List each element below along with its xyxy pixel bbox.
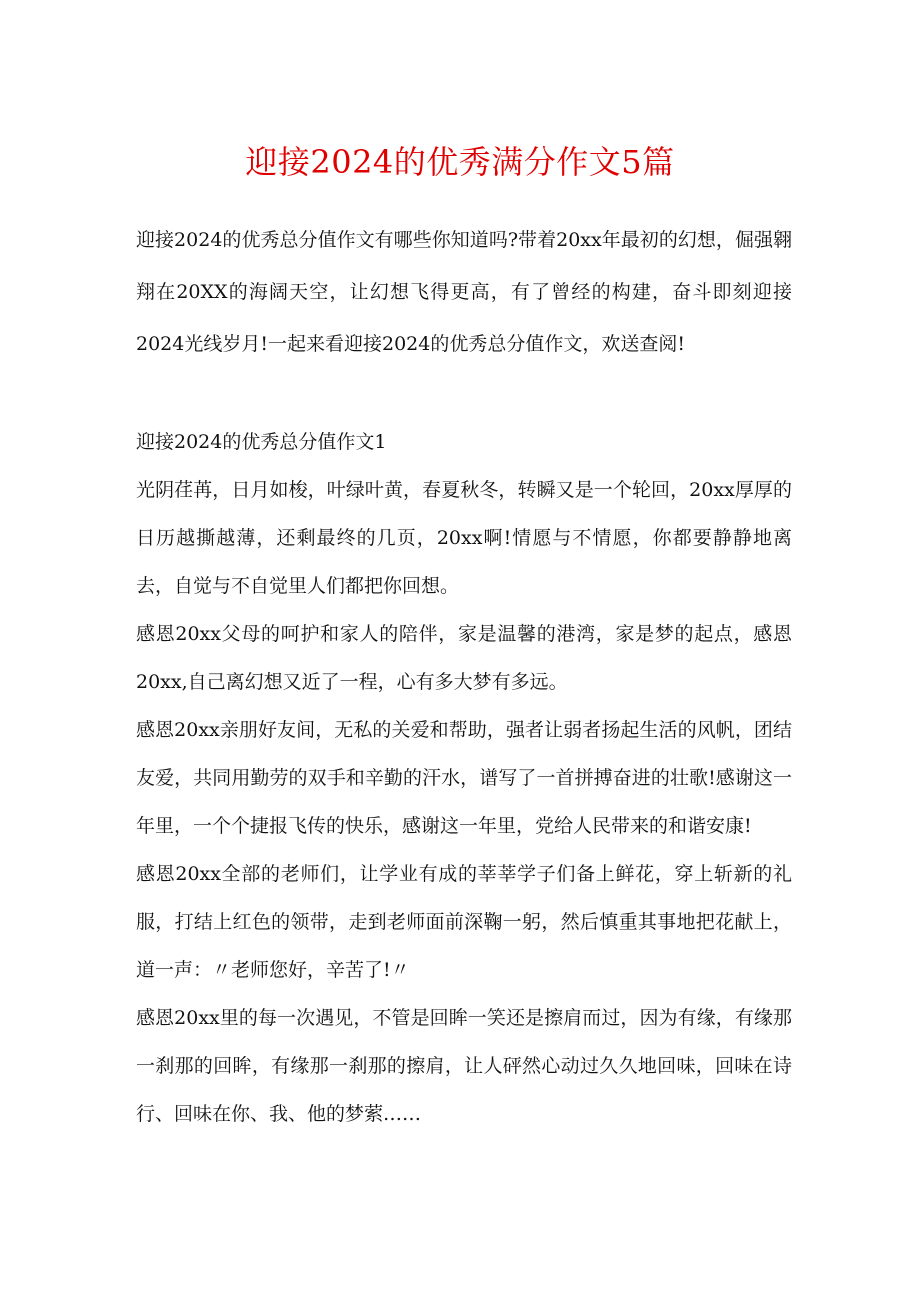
section-1 — [136, 418, 792, 1138]
document-title: 迎接2024的优秀满分作文5篇 — [245, 143, 675, 181]
section-heading: 迎接2024的优秀总分值作文1 — [136, 431, 387, 453]
paragraph-2: 感恩20xx父母的呵护和家人的陪伴，家是温馨的港湾，家是梦的起点，感恩20xx,自己离幻想又近了一程，心有多大梦有多远。 — [136, 623, 792, 693]
paragraph-4: 感恩20xx全部的老师们，让学业有成的莘莘学子们备上鲜花，穿上斩新的礼服，打结上红色的领带，走到老师面前深鞠一躬，然后慎重其事地把花献上，道一声：〃老师您好，辛苦了!〃 — [136, 863, 792, 981]
paragraph-1: 光阴荏苒，日月如梭，叶绿叶黄，春夏秋冬，转瞬又是一个轮回，20xx厚厚的日历越撕越薄，还剩最终的几页，20xx啊!情愿与不情愿，你都要静静地离去，自觉与不自觉里人们都把你回想。 — [136, 479, 792, 597]
paragraph-5: 感恩20xx里的每一次遇见，不管是回眸一笑还是擦肩而过，因为有缘，有缘那一刹那的回眸，有缘那一刹那的擦肩，让人砰然心动过久久地回味，回味在诗行、回味在你、我、他的梦萦…… — [136, 1007, 792, 1125]
paragraph-3: 感恩20xx亲朋好友间，无私的关爱和帮助，强者让弱者扬起生活的风帆，团结友爱，共同用勤劳的双手和辛勤的汗水，谱写了一首拼搏奋进的壮歌!感谢这一年里，一个个捷报飞传的快乐，感谢这一年里，党给人民带来的和谐安康! — [136, 719, 792, 837]
intro-block — [136, 214, 792, 370]
intro-paragraph: 迎接2024的优秀总分值作文有哪些你知道吗?带着20xx年最初的幻想，倔强翱翔在20XX的海阔天空，让幻想飞得更高，有了曾经的构建，奋斗即刻迎接2024光线岁月!一起来看迎接2024的优秀总分值作文，欢送查阅! — [136, 229, 792, 355]
